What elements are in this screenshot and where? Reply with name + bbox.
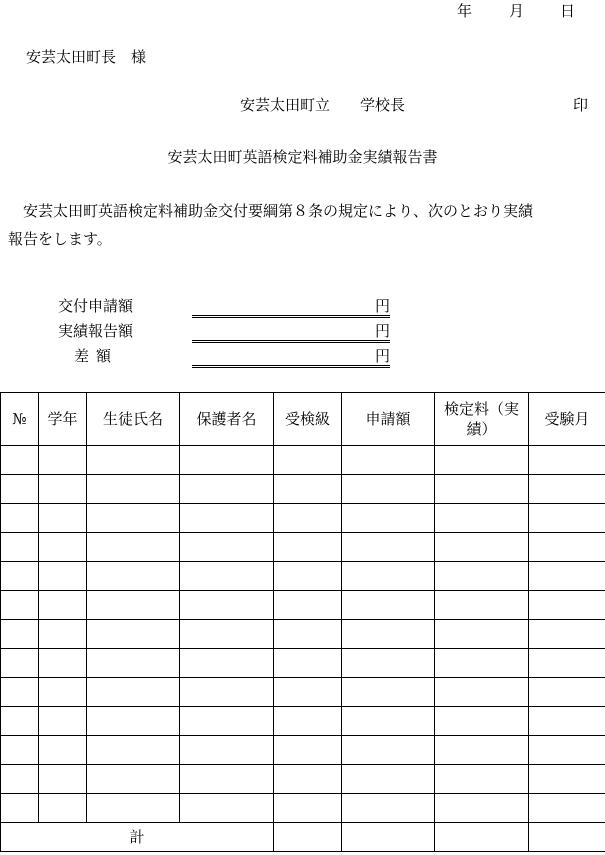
cell-applied-amount[interactable] [342,794,435,823]
table-row [1,765,605,794]
cell-applied-amount[interactable] [342,475,435,504]
cell-exam-level[interactable] [274,620,342,649]
cell-number[interactable] [1,707,39,736]
amount-field-applied[interactable] [192,315,390,318]
cell-grade[interactable] [39,736,87,765]
table-row [1,591,605,620]
cell-applied-amount[interactable] [342,533,435,562]
cell-exam-level[interactable] [274,765,342,794]
table-row [1,562,605,591]
table-row [1,678,605,707]
cell-student-name[interactable] [87,736,180,765]
cell-number[interactable] [1,794,39,823]
student-table [0,392,605,852]
table-row [1,736,605,765]
cell-applied-amount[interactable] [342,649,435,678]
amount-field-difference[interactable] [192,365,390,368]
header-number: № [1,393,39,446]
cell-student-name[interactable] [87,707,180,736]
cell-exam-fee[interactable] [435,678,529,707]
cell-exam-month[interactable] [529,533,605,562]
cell-exam-fee[interactable] [435,446,529,475]
cell-student-name[interactable] [87,533,180,562]
table-row [1,620,605,649]
header-applied-amount: 申請額 [342,393,435,446]
cell-guardian-name[interactable] [180,707,274,736]
table-row [1,707,605,736]
cell-guardian-name[interactable] [180,475,274,504]
cell-number[interactable] [1,533,39,562]
cell-guardian-name[interactable] [180,591,274,620]
cell-exam-month[interactable] [529,794,605,823]
header-grade: 学年 [39,393,87,446]
amount-label-difference: 差額 [74,347,119,365]
cell-student-name[interactable] [87,591,180,620]
header-student-name: 生徒氏名 [87,393,180,446]
cell-exam-fee[interactable] [435,794,529,823]
body-line-2: 報告をします。 [8,230,112,248]
cell-exam-fee[interactable] [435,591,529,620]
cell-guardian-name[interactable] [180,620,274,649]
cell-number[interactable] [1,446,39,475]
total-cell-fee[interactable] [435,823,529,852]
table-row [1,533,605,562]
cell-grade[interactable] [39,707,87,736]
seal-mark: 印 [573,96,589,114]
cell-number[interactable] [1,562,39,591]
cell-applied-amount[interactable] [342,765,435,794]
cell-guardian-name[interactable] [180,736,274,765]
table-row [1,475,605,504]
cell-exam-month[interactable] [529,707,605,736]
cell-number[interactable] [1,620,39,649]
total-cell-applied[interactable] [342,823,435,852]
cell-exam-fee[interactable] [435,562,529,591]
table-row [1,794,605,823]
cell-guardian-name[interactable] [180,649,274,678]
cell-number[interactable] [1,649,39,678]
cell-exam-month[interactable] [529,504,605,533]
cell-exam-level[interactable] [274,649,342,678]
cell-applied-amount[interactable] [342,707,435,736]
body-text [8,197,600,253]
cell-student-name[interactable] [87,649,180,678]
cell-applied-amount[interactable] [342,678,435,707]
cell-grade[interactable] [39,794,87,823]
total-cell-level[interactable] [274,823,342,852]
table-row [1,504,605,533]
cell-student-name[interactable] [87,562,180,591]
cell-guardian-name[interactable] [180,533,274,562]
cell-exam-month[interactable] [529,678,605,707]
date-month-label: 月 [509,2,525,20]
header-exam-level: 受検級 [274,393,342,446]
cell-student-name[interactable] [87,794,180,823]
header-guardian-name: 保護者名 [180,393,274,446]
date-day-label: 日 [560,2,576,20]
cell-grade[interactable] [39,591,87,620]
cell-exam-month[interactable] [529,475,605,504]
cell-exam-level[interactable] [274,446,342,475]
cell-exam-level[interactable] [274,475,342,504]
header-exam-fee-actual: 検定料（実績） [435,393,529,446]
amount-unit-difference: 円 [375,347,391,365]
cell-student-name[interactable] [87,504,180,533]
cell-exam-month[interactable] [529,446,605,475]
cell-grade[interactable] [39,533,87,562]
cell-exam-level[interactable] [274,707,342,736]
cell-exam-month[interactable] [529,736,605,765]
cell-grade[interactable] [39,446,87,475]
cell-number[interactable] [1,678,39,707]
table-row [1,649,605,678]
cell-grade[interactable] [39,620,87,649]
cell-number[interactable] [1,736,39,765]
cell-exam-fee[interactable] [435,707,529,736]
cell-exam-level[interactable] [274,591,342,620]
cell-exam-fee[interactable] [435,504,529,533]
cell-guardian-name[interactable] [180,765,274,794]
cell-exam-fee[interactable] [435,620,529,649]
cell-exam-level[interactable] [274,533,342,562]
cell-exam-level[interactable] [274,794,342,823]
cell-student-name[interactable] [87,678,180,707]
amount-unit-actual: 円 [375,322,391,340]
amount-unit-applied: 円 [375,297,391,315]
cell-guardian-name[interactable] [180,678,274,707]
date-year-label: 年 [457,2,473,20]
cell-applied-amount[interactable] [342,620,435,649]
table-header-row [1,393,605,446]
cell-grade[interactable] [39,649,87,678]
amount-label-actual: 実績報告額 [58,322,134,340]
cell-grade[interactable] [39,562,87,591]
cell-student-name[interactable] [87,765,180,794]
cell-guardian-name[interactable] [180,504,274,533]
cell-student-name[interactable] [87,446,180,475]
cell-number[interactable] [1,765,39,794]
cell-student-name[interactable] [87,620,180,649]
cell-guardian-name[interactable] [180,446,274,475]
amount-field-actual[interactable] [192,340,390,343]
cell-guardian-name[interactable] [180,562,274,591]
cell-exam-level[interactable] [274,504,342,533]
cell-exam-month[interactable] [529,649,605,678]
cell-exam-month[interactable] [529,620,605,649]
cell-exam-fee[interactable] [435,649,529,678]
cell-exam-month[interactable] [529,591,605,620]
document-title: 安芸太田町英語検定料補助金実績報告書 [167,148,438,166]
cell-exam-month[interactable] [529,562,605,591]
cell-exam-month[interactable] [529,765,605,794]
cell-exam-fee[interactable] [435,475,529,504]
cell-student-name[interactable] [87,475,180,504]
total-cell-month[interactable] [529,823,605,852]
cell-exam-level[interactable] [274,678,342,707]
cell-grade[interactable] [39,678,87,707]
cell-number[interactable] [1,504,39,533]
cell-exam-fee[interactable] [435,736,529,765]
cell-grade[interactable] [39,765,87,794]
cell-applied-amount[interactable] [342,591,435,620]
cell-applied-amount[interactable] [342,446,435,475]
sender: 安芸太田町立 学校長 [240,96,406,114]
cell-exam-fee[interactable] [435,765,529,794]
cell-applied-amount[interactable] [342,736,435,765]
total-row [1,823,605,852]
cell-exam-level[interactable] [274,736,342,765]
cell-applied-amount[interactable] [342,504,435,533]
header-exam-month: 受験月 [529,393,605,446]
total-label: 計 [1,823,274,852]
cell-exam-fee[interactable] [435,533,529,562]
amount-label-applied: 交付申請額 [58,297,134,315]
cell-number[interactable] [1,591,39,620]
body-line-1: 安芸太田町英語検定料補助金交付要綱第８条の規定により、次のとおり実績 [23,202,534,220]
cell-applied-amount[interactable] [342,562,435,591]
cell-guardian-name[interactable] [180,794,274,823]
date-line [0,0,605,20]
recipient: 安芸太田町長 様 [26,48,147,66]
cell-grade[interactable] [39,504,87,533]
table-row [1,446,605,475]
cell-number[interactable] [1,475,39,504]
cell-exam-level[interactable] [274,562,342,591]
cell-grade[interactable] [39,475,87,504]
